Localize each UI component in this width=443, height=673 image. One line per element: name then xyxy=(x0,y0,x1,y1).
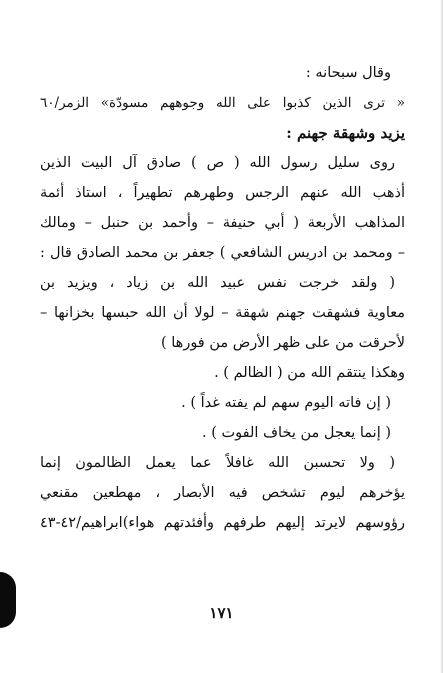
text-line: وهكذا ينتقم الله من ( الظالم ) . xyxy=(214,365,405,381)
text-line: ( ولا تحسبن الله غافلاً عما يعمل الظالمون إنما xyxy=(40,455,395,471)
page-text-body xyxy=(40,58,405,538)
text-line: لأحرقت من على ظهر الأرض من فورها ) xyxy=(160,335,405,351)
text-line: – ومحمد بن ادريس الشافعي ) جعفر بن محمد الصادق قال : xyxy=(40,245,405,261)
text-line: يؤخرهم ليوم تشخص فيه الأبصار ، مهطعين مقنعي xyxy=(40,485,405,501)
text-line-intro: وقال سبحانه : xyxy=(305,65,391,81)
text-line: ( ولقد خرجت نفس عبيد الله بن زياد ، ويزيد بن xyxy=(40,275,395,291)
text-line: رؤوسهم لايرتد إليهم طرفهم وأفئدتهم هواء)ابراهيم/٤٢-٤٣ xyxy=(40,515,405,531)
text-line: ( إنما يعجل من يخاف الفوت ) . xyxy=(202,425,391,441)
text-line-verse: « ترى الذين كذبوا على الله وجوههم مسودّة» الزمر/٦٠ xyxy=(40,95,405,111)
text-line: روى سليل رسول الله ( ص ) صادق آل البيت الذين xyxy=(40,155,395,171)
page-number: ١٧١ xyxy=(209,604,234,622)
text-line: ( إن فاته اليوم سهم لم يفته غداً ) . xyxy=(181,395,391,411)
text-line: معاوية فشهقت جهنم شهقة – لولا أن الله حبسها بخزانها – xyxy=(40,305,405,321)
text-line: المذاهب الأربعة ( أبي حنيفة – وأحمد بن حنبل – ومالك xyxy=(40,215,405,231)
text-line: أذهب الله عنهم الرجس وطهرهم تطهيراً ، استاذ أئمة xyxy=(40,185,405,201)
section-heading: يزيد وشهقة جهنم : xyxy=(286,124,405,142)
